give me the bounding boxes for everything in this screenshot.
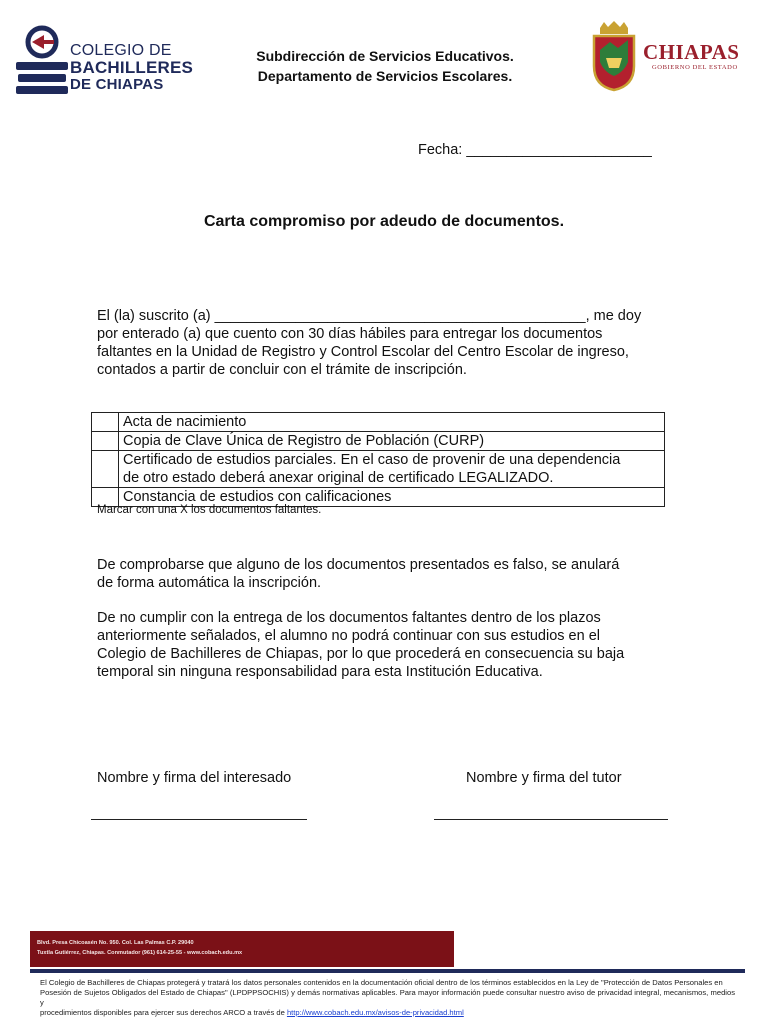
checkbox-cell[interactable] bbox=[92, 413, 119, 432]
text-line: faltantes en la Unidad de Registro y Control Escolar del Centro Escolar de ingreso, bbox=[97, 344, 629, 360]
dept-line-1: Subdirección de Servicios Educativos. bbox=[256, 48, 514, 64]
text-line: De comprobarse que alguno de los documentos presentados es falso, se anulará bbox=[97, 557, 620, 573]
logo-line-1: COLEGIO DE bbox=[70, 42, 172, 59]
text-line: temporal sin ninguna responsabilidad para esta Institución Educativa. bbox=[97, 664, 543, 680]
table-row bbox=[92, 451, 665, 488]
gobierno-label: GOBIERNO DEL ESTADO bbox=[652, 64, 738, 71]
privacy-line: El Colegio de Bachilleres de Chiapas protegerá y tratará los datos personales contenidos en la documentación oficial dentro de los términos establecidos en la Ley de "Protección de Datos Personales en bbox=[40, 978, 723, 987]
document-label: Constancia de estudios con calificaciones bbox=[123, 489, 392, 505]
checkbox-cell[interactable] bbox=[92, 432, 119, 451]
intro-paragraph bbox=[97, 307, 661, 379]
document-cell bbox=[119, 432, 665, 451]
text-line: anteriormente señalados, el alumno no podrá continuar con sus estudios en el bbox=[97, 628, 600, 644]
document-label: Certificado de estudios parciales. En el caso de provenir de una dependencia bbox=[123, 452, 621, 468]
falsification-paragraph bbox=[97, 556, 661, 592]
department-header bbox=[200, 46, 570, 86]
document-label: Copia de Clave Única de Registro de Población (CURP) bbox=[123, 433, 485, 449]
document-cell bbox=[119, 413, 665, 432]
date-field: Fecha: _______________________ bbox=[418, 142, 652, 158]
text-line: El (la) suscrito (a) ______________________________________________, me doy bbox=[97, 308, 642, 324]
privacy-line bbox=[40, 1008, 735, 1018]
address-line-2: Tuxtla Gutiérrez, Chiapas. Conmutador (961) 614-25-55 - www.cobach.edu.mx bbox=[37, 949, 243, 956]
privacy-line: Posesión de Sujetos Obligados del Estado de Chiapas" (LPDPPSOCHIS) y demás normativas aplicables. Para mayor información puede consultar nuestro aviso de privacidad integral, mecanismos, medios y bbox=[40, 988, 735, 1007]
document-cell bbox=[119, 451, 665, 488]
footer-address bbox=[37, 939, 242, 958]
address-line-1: Blvd. Presa Chicoasén No. 950. Col. Las Palmas C.P. 29040 bbox=[37, 940, 194, 946]
table-row bbox=[92, 413, 665, 432]
table-note: Marcar con una X los documentos faltantes. bbox=[97, 504, 322, 516]
dept-line-2: Departamento de Servicios Escolares. bbox=[257, 68, 513, 84]
checkbox-cell[interactable] bbox=[92, 451, 119, 488]
signature-label-tutor: Nombre y firma del tutor bbox=[466, 770, 622, 786]
document-title: Carta compromiso por adeudo de documentos. bbox=[203, 213, 565, 230]
text-line: De no cumplir con la entrega de los documentos faltantes dentro de los plazos bbox=[97, 610, 601, 626]
chiapas-wordmark: CHIAPAS bbox=[643, 40, 740, 64]
logo-line-2: BACHILLERES bbox=[70, 58, 194, 77]
privacy-notice bbox=[40, 978, 735, 1018]
privacy-line-prefix: procedimientos disponibles para ejercer sus derechos ARCO a través de bbox=[40, 1008, 287, 1017]
logo-line-3: DE CHIAPAS bbox=[70, 76, 164, 93]
text-line: Colegio de Bachilleres de Chiapas, por lo que procederá en consecuencia su baja bbox=[97, 646, 625, 662]
table-row bbox=[92, 432, 665, 451]
footer-divider bbox=[30, 969, 745, 973]
chiapas-shield-icon bbox=[590, 20, 638, 92]
document-label: de otro estado deberá anexar original de certificado LEGALIZADO. bbox=[123, 470, 554, 486]
non-compliance-paragraph bbox=[97, 609, 661, 681]
privacy-link[interactable]: http://www.cobach.edu.mx/avisos-de-privacidad.html bbox=[286, 1008, 464, 1017]
documents-table bbox=[91, 412, 665, 507]
cobach-emblem-icon bbox=[14, 22, 74, 100]
document-label: Acta de nacimiento bbox=[123, 414, 247, 430]
text-line: contados a partir de concluir con el trámite de inscripción. bbox=[97, 362, 467, 378]
cobach-logo-text bbox=[70, 42, 193, 93]
text-line: de forma automática la inscripción. bbox=[97, 575, 322, 591]
signature-label-interesado: Nombre y firma del interesado bbox=[97, 770, 292, 786]
signature-line-interesado bbox=[91, 819, 307, 820]
signature-line-tutor bbox=[434, 819, 668, 820]
text-line: por enterado (a) que cuento con 30 días hábiles para entregar los documentos bbox=[97, 326, 603, 342]
